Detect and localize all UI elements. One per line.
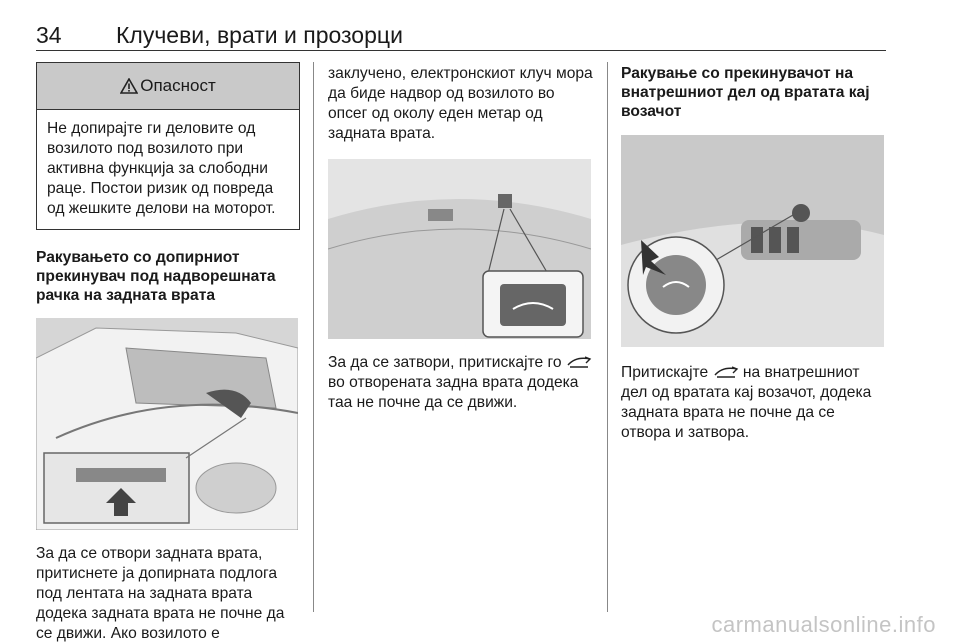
column-2: [328, 62, 593, 413]
paragraph-part: во отворената задна врата додека таа не почне да се движи.: [328, 374, 579, 411]
warning-title: Опасност: [140, 76, 216, 95]
warning-box: [36, 62, 300, 230]
tailgate-icon: [566, 354, 592, 370]
page-header: [36, 18, 886, 51]
column-divider: [607, 62, 608, 612]
page-number: 34: [36, 22, 62, 48]
warning-text: Не допирајте ги деловите од возилото под возилото при активна функција за слободни раце. Постои ризик од повреда од жешките делови на моторот.: [47, 120, 276, 217]
paragraph: [621, 363, 886, 443]
section-heading: Ракувањето со допирниот прекинувач под надворешната рачка на задната врата: [36, 249, 276, 304]
page-title: Клучеви, врати и прозорци: [116, 22, 403, 48]
watermark: carmanualsonline.info: [711, 612, 936, 637]
paragraph-part: Притискајте: [621, 364, 709, 381]
column-3: [621, 62, 886, 443]
tailgate-icon: [713, 364, 739, 380]
tailgate-exterior-illustration: [36, 318, 298, 530]
paragraph-part: на внатрешниот дел од вратата кај возачот, додека задната врата не почне да се отвора и затвора.: [621, 364, 872, 441]
paragraph: [328, 353, 593, 413]
driver-door-switch-illustration: [621, 135, 884, 347]
paragraph-part: За да се затвори, притискајте го: [328, 354, 562, 371]
tailgate-interior-illustration: [328, 159, 591, 339]
column-1: [36, 62, 298, 644]
section-heading: Ракување со прекинувачот на внатрешниот дел од вратата кај возачот: [621, 65, 870, 120]
warning-header: [37, 63, 299, 110]
column-divider: [313, 62, 314, 612]
paragraph: За да се отвори задната врата, притиснете ја допирната подлога под лентата на задната врата додека задната врата не почне да се движи. Ако возилото е: [36, 545, 285, 642]
warning-triangle-icon: [120, 78, 138, 94]
paragraph: заклучено, електронскиот клуч мора да биде надвор од возилото во опсег од околу еден метар од задната врата.: [328, 65, 593, 142]
